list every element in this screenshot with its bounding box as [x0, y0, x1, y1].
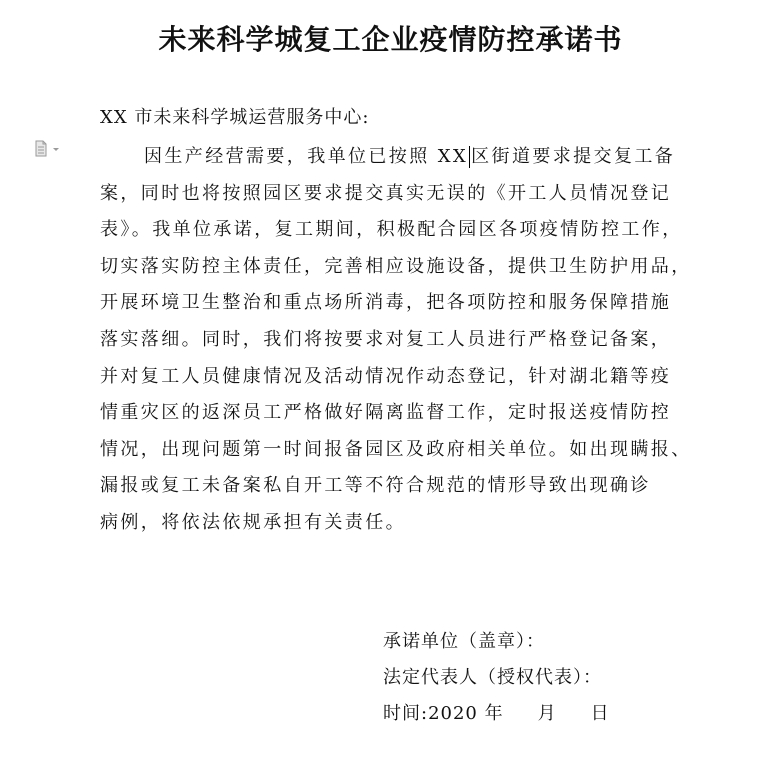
signature-representative: 法定代表人（授权代表）： — [383, 667, 602, 688]
body-line-5: 开展环境卫生整治和重点场所消毒，把各项防控和服务保障措施 — [100, 292, 672, 314]
addressee-line: XX 市未来科学城运营服务中心: — [100, 107, 370, 128]
body-line-4: 切实落实防控主体责任，完善相应设施设备，提供卫生防护用品， — [100, 255, 692, 277]
document-title: 未来科学城复工企业疫情防控承诺书 — [158, 23, 623, 56]
date-month: 月 — [537, 703, 557, 724]
body-line-6: 落实落细。同时，我们将按要求对复工人员进行严格登记备案， — [100, 328, 672, 350]
commitment-body — [100, 139, 700, 542]
body-line-1-end: 区街道要求提交复工备 — [471, 146, 676, 167]
body-line-10: 漏报或复工未备案私自开工等不符合规范的情形导致出现确诊 — [100, 475, 651, 497]
date-day: 日 — [590, 703, 610, 724]
body-line-3: 表》。我单位承诺，复工期间，积极配合园区各项疫情防控工作， — [100, 219, 683, 241]
body-line-8: 情重灾区的返深员工严格做好隔离监督工作，定时报送疫情防控 — [100, 402, 672, 424]
body-line-9: 情况，出现问题第一时间报备园区及政府相关单位。如出现瞒报、 — [100, 438, 692, 460]
body-line-1-start: 因生产经营需要，我单位已按照 XX — [144, 146, 469, 167]
body-line-2: 案，同时也将按照园区要求提交真实无误的《开工人员情况登记 — [100, 182, 672, 204]
date-year: 时间:2020 年 — [383, 703, 504, 724]
body-line-1 — [100, 139, 700, 176]
body-line-11: 病例，将依法依规承担有关责任。 — [100, 511, 406, 533]
text-cursor — [469, 146, 470, 168]
signature-date — [383, 696, 610, 732]
paragraph-options-icon[interactable] — [34, 140, 66, 158]
signature-unit: 承诺单位（盖章）： — [383, 631, 545, 652]
body-line-7: 并对复工人员健康情况及活动情况作动态登记，针对湖北籍等疫 — [100, 365, 672, 387]
signature-block — [383, 624, 610, 732]
